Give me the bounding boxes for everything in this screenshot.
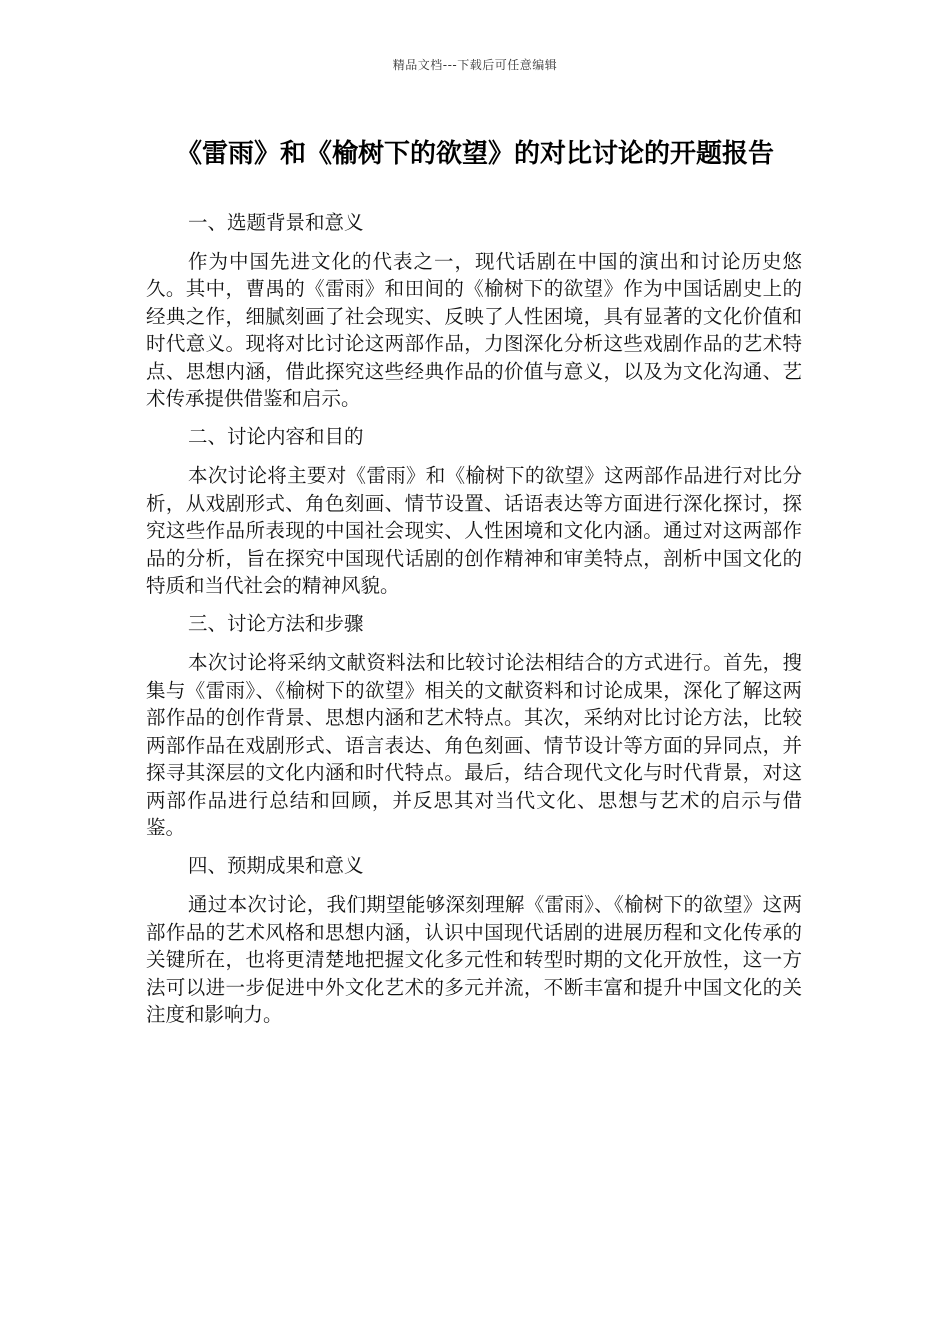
section-heading: 一、选题背景和意义 [188,211,364,234]
section-outcomes [146,851,802,1028]
section-content [146,422,802,599]
section-paragraph: 本次讨论将采纳文献资料法和比较讨论法相结合的方式进行。首先，搜集与《雷雨》、《榆树下的欲望》相关的文献资料和讨论成果，深化了解这两部作品的创作背景、思想内涵和艺术特点。其次，采纳对比讨论方法，比较两部作品在戏剧形式、语言表达、角色刻画、情节设计等方面的异同点，并探寻其深层的文化内涵和时代特点。最后，结合现代文化与时代背景，对这两部作品进行总结和回顾，并反思其对当代文化、思想与艺术的启示与借鉴。 [146,651,802,839]
section-background [146,208,802,412]
section-heading: 四、预期成果和意义 [188,854,364,878]
section-methods [146,609,802,841]
section-paragraph: 通过本次讨论，我们期望能够深刻理解《雷雨》、《榆树下的欲望》这两部作品的艺术风格和思想内涵，认识中国现代话剧的进展历程和文化传承的关键所在，也将更清楚地把握文化多元性和转型时期的文化开放性，这一方法可以进一步促进中外文化艺术的多元并流，不断丰富和提升中国文化的关注度和影响力。 [146,893,802,1026]
section-heading: 三、讨论方法和步骤 [188,612,364,636]
document-body [146,208,802,1038]
document-title: 《雷雨》和《榆树下的欲望》的对比讨论的开题报告 [175,139,774,169]
section-paragraph: 本次讨论将主要对《雷雨》和《榆树下的欲望》这两部作品进行对比分析，从戏剧形式、角色刻画、情节设置、话语表达等方面进行深化探讨，探究这些作品所表现的中国社会现实、人性困境和文化内涵。通过对这两部作品的分析，旨在探究中国现代话剧的创作精神和审美特点，剖析中国文化的特质和当代社会的精神风貌。 [146,464,802,598]
header-note: 精品文档---下载后可任意编辑 [392,58,558,72]
section-heading: 二、讨论内容和目的 [188,425,364,449]
section-paragraph: 作为中国先进文化的代表之一，现代话剧在中国的演出和讨论历史悠久。其中，曹禺的《雷雨》和田间的《榆树下的欲望》作为中国话剧史上的经典之作，细腻刻画了社会现实、反映了人性困境，具有显著的文化价值和时代意义。现将对比讨论这两部作品，力图深化分析这些戏剧作品的艺术特点、思想内涵，借此探究这些经典作品的价值与意义，以及为文化沟通、艺术传承提供借鉴和启示。 [146,250,802,411]
